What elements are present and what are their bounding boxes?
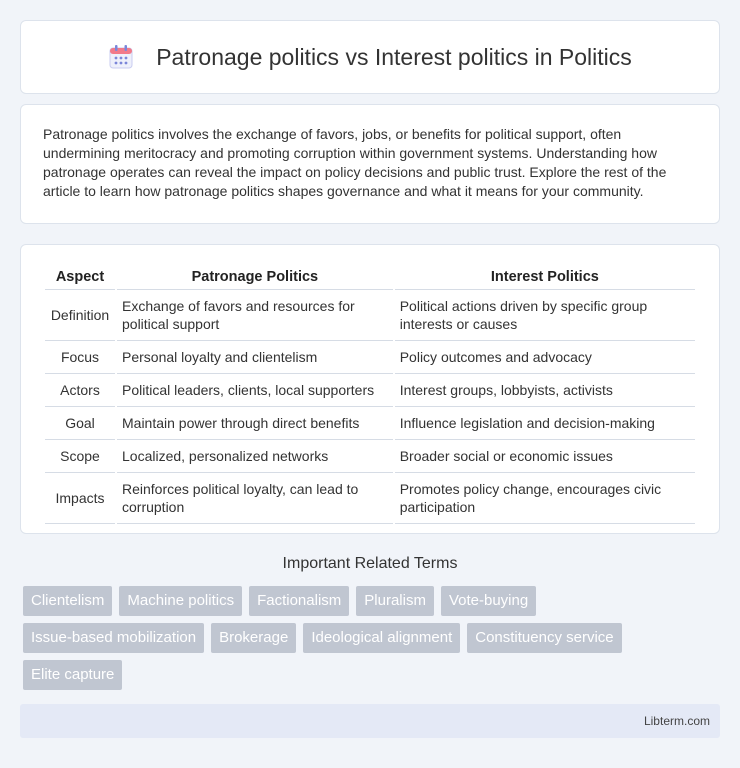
- tag-machine-politics[interactable]: Machine politics: [119, 586, 242, 616]
- row-interest: Broader social or economic issues: [395, 440, 695, 473]
- footer-site-link[interactable]: Libterm.com: [643, 714, 710, 728]
- column-header-aspect: Aspect: [45, 265, 115, 290]
- table-row: [45, 290, 695, 341]
- row-interest: Influence legislation and decision-making: [395, 407, 695, 440]
- row-aspect: Impacts: [45, 473, 115, 524]
- intro-card: [20, 104, 720, 224]
- tag-constituency-service[interactable]: Constituency service: [467, 623, 621, 653]
- tag-factionalism[interactable]: Factionalism: [249, 586, 349, 616]
- table-row: [45, 341, 695, 374]
- row-patronage: Political leaders, clients, local supporters: [117, 374, 393, 407]
- page-title: Patronage politics vs Interest politics in Politics: [156, 43, 632, 70]
- column-header-interest: Interest Politics: [395, 265, 695, 290]
- row-patronage: Localized, personalized networks: [117, 440, 393, 473]
- table-row: [45, 407, 695, 440]
- comparison-table: [43, 265, 697, 524]
- table-row: [45, 473, 695, 524]
- row-patronage: Exchange of favors and resources for political support: [117, 290, 393, 341]
- table-row: [45, 374, 695, 407]
- calendar-icon: [108, 44, 134, 70]
- tag-ideological-alignment[interactable]: Ideological alignment: [303, 623, 460, 653]
- row-patronage: Maintain power through direct benefits: [117, 407, 393, 440]
- tag-pluralism[interactable]: Pluralism: [356, 586, 434, 616]
- header-card: [20, 20, 720, 94]
- column-header-patronage: Patronage Politics: [117, 265, 393, 290]
- tag-elite-capture[interactable]: Elite capture: [23, 660, 122, 690]
- table-header-row: [45, 265, 695, 290]
- row-aspect: Scope: [45, 440, 115, 473]
- related-terms-title: Important Related Terms: [282, 555, 458, 572]
- related-terms-list: [23, 586, 723, 697]
- row-patronage: Reinforces political loyalty, can lead to corruption: [117, 473, 393, 524]
- comparison-card: [20, 244, 720, 534]
- row-aspect: Definition: [45, 290, 115, 341]
- row-aspect: Focus: [45, 341, 115, 374]
- row-aspect: Actors: [45, 374, 115, 407]
- tag-vote-buying[interactable]: Vote-buying: [441, 586, 536, 616]
- tag-clientelism[interactable]: Clientelism: [23, 586, 112, 616]
- row-interest: Policy outcomes and advocacy: [395, 341, 695, 374]
- table-row: [45, 440, 695, 473]
- row-interest: Political actions driven by specific group interests or causes: [395, 290, 695, 341]
- row-interest: Promotes policy change, encourages civic participation: [395, 473, 695, 524]
- tag-issue-based-mobilization[interactable]: Issue-based mobilization: [23, 623, 204, 653]
- row-aspect: Goal: [45, 407, 115, 440]
- tag-brokerage[interactable]: Brokerage: [211, 623, 296, 653]
- row-interest: Interest groups, lobbyists, activists: [395, 374, 695, 407]
- intro-text: Patronage politics involves the exchange of favors, jobs, or benefits for political support, often undermining meritocracy and promoting corruption within government systems. Understanding how patronage operates can reveal the impact on policy decisions and public trust. Explore the rest of the article to learn how patronage politics shapes governance and what it means for your community.: [43, 126, 667, 199]
- footer: [20, 704, 720, 738]
- row-patronage: Personal loyalty and clientelism: [117, 341, 393, 374]
